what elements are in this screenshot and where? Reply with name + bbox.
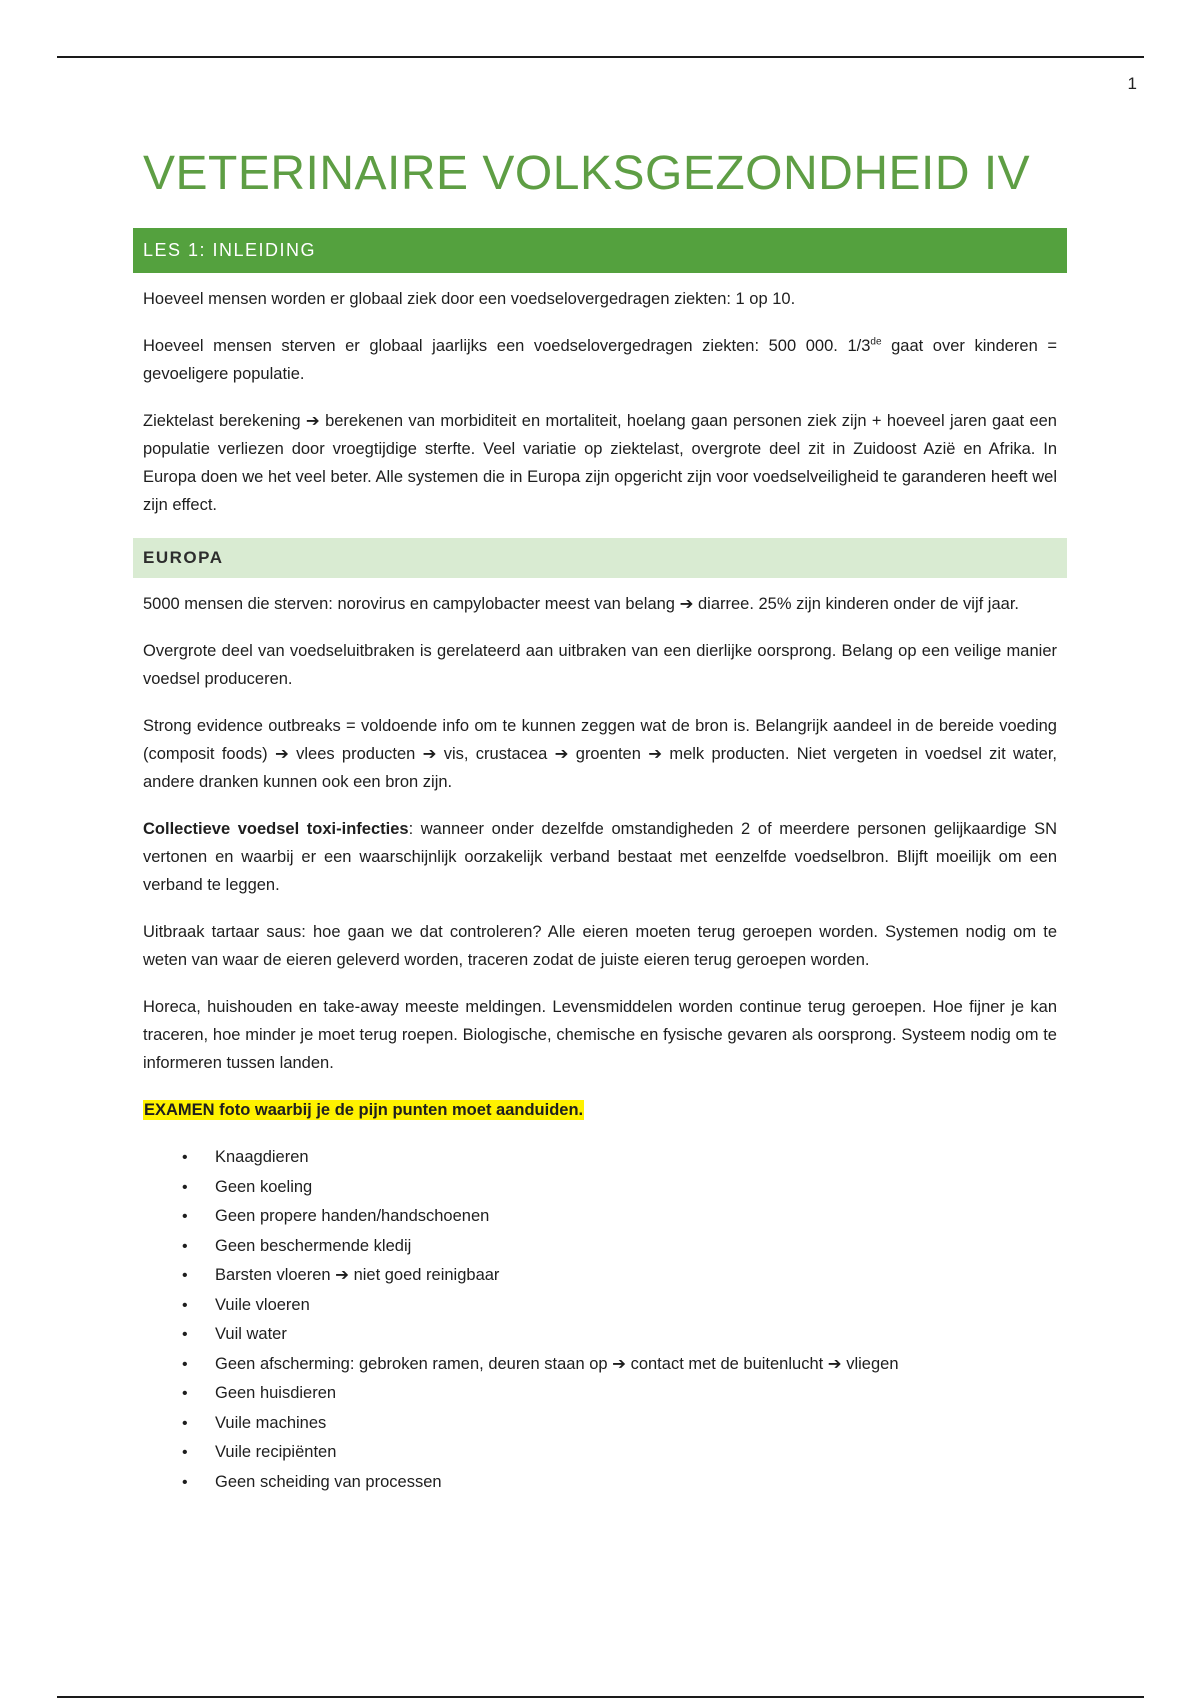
- text-segment: 5000 mensen die sterven: norovirus en campylobacter meest van belang: [143, 595, 680, 613]
- text-segment: Vuile machines: [215, 1413, 327, 1432]
- page-number: 1: [1127, 74, 1137, 93]
- paragraph-collective-infections: [143, 815, 1057, 899]
- text-segment: Vuil water: [215, 1325, 287, 1343]
- list-item: [182, 1350, 1057, 1380]
- section-heading-inleiding: LES 1: INLEIDING: [133, 228, 1067, 273]
- bullet-icon: •: [182, 1178, 188, 1196]
- text-segment: vliegen: [841, 1354, 899, 1373]
- bullet-icon: •: [182, 1473, 188, 1491]
- bullet-icon: •: [182, 1208, 188, 1225]
- text-segment: Vuile vloeren: [215, 1295, 310, 1314]
- bullet-icon: •: [182, 1326, 188, 1343]
- list-item: [182, 1409, 1057, 1439]
- text-segment: Strong evidence outbreaks = voldoende info om te kunnen zeggen wat de bron is. Belangrijk aandeel in de bereide voeding (composit foods): [143, 717, 1057, 763]
- paragraph-strong-evidence: [143, 712, 1057, 796]
- arrow-icon: ➔: [274, 745, 289, 763]
- footer-rule: [57, 1696, 1144, 1698]
- paragraph-tartar-sauce: Uitbraak tartaar saus: hoe gaan we dat controleren? Alle eieren moeten terug geroepen worden. Systemen nodig om te weten van waar de eieren geleverd worden, traceren zodat de juiste eieren terug geroepen worden.: [143, 923, 1057, 969]
- text-segment: berekenen van morbiditeit en mortaliteit, hoelang gaan personen ziek zijn + hoeveel jaren gaat een populatie verliezen door vroegtijdige sterfte. Veel variatie op ziektelast, overgrote deel zit in Zuidoost Azië en Afrika. In Europa doen we het veel beter. Alle systemen die in Europa zijn opgericht zijn voor voedselveiligheid te garanderen heeft wel zijn effect.: [143, 412, 1057, 514]
- paragraph-europe-deaths: [143, 590, 1057, 618]
- text-segment: contact met de buitenlucht: [626, 1354, 828, 1373]
- bullet-icon: •: [182, 1237, 188, 1255]
- bullet-icon: •: [182, 1414, 188, 1432]
- arrow-icon: ➔: [422, 745, 437, 763]
- arrow-icon: ➔: [612, 1354, 626, 1373]
- section-heading-europa: EUROPA: [133, 538, 1067, 578]
- exam-note: [143, 1096, 1057, 1124]
- list-item: [182, 1291, 1057, 1321]
- arrow-icon: ➔: [305, 412, 320, 430]
- document-title: VETERINAIRE VOLKSGEZONDHEID IV: [143, 147, 1031, 200]
- text-segment: niet goed reinigbaar: [348, 1266, 500, 1284]
- text-segment: diarree. 25% zijn kinderen onder de vijf jaar.: [693, 595, 1019, 613]
- text-segment: : wanneer onder dezelfde omstandigheden 2 of meerdere personen gelijkaardige SN vertonen en waarbij er een waarschijnlijk oorzakelijk verband bestaat met eenzelfde voedselbron. Blijft moeilijk om een verband te leggen.: [143, 820, 1058, 894]
- text-segment: Vuile recipiënten: [215, 1443, 337, 1461]
- arrow-icon: ➔: [335, 1266, 349, 1284]
- exam-highlight: EXAMEN foto waarbij je de pijn punten moet aanduiden.: [144, 1101, 584, 1119]
- text-segment: Geen koeling: [215, 1177, 313, 1196]
- arrow-icon: ➔: [827, 1354, 842, 1373]
- bullet-icon: •: [182, 1385, 188, 1402]
- bullet-icon: •: [182, 1149, 188, 1166]
- text-segment: Geen propere handen/handschoenen: [215, 1207, 490, 1225]
- definition-term: Collectieve voedsel toxi-infecties: [143, 820, 409, 838]
- list-item: [182, 1173, 1057, 1203]
- text-segment: gaat over kinderen = gevoeligere populatie.: [143, 337, 1058, 383]
- text-segment: Geen beschermende kledij: [215, 1236, 412, 1255]
- list-item: [182, 1143, 1057, 1173]
- pain-points-list: [143, 1143, 1057, 1497]
- superscript-de: de: [870, 336, 882, 348]
- paragraph-disease-burden: [143, 407, 1057, 519]
- paragraph-animal-origin: Overgrote deel van voedseluitbraken is gerelateerd aan uitbraken van een dierlijke oorsprong. Belang op een veilige manier voedsel produceren.: [143, 642, 1057, 688]
- paragraph-global-illness: Hoeveel mensen worden er globaal ziek door een voedselovergedragen ziekten: 1 op 10.: [143, 290, 796, 308]
- text-segment: vis, crustacea: [436, 745, 555, 763]
- arrow-icon: ➔: [554, 745, 569, 763]
- text-segment: melk producten. Niet vergeten in voedsel zit water, andere dranken kunnen ook een bron zijn.: [143, 745, 1058, 791]
- list-item: [182, 1261, 1057, 1291]
- bullet-icon: •: [182, 1355, 188, 1373]
- paragraph-global-deaths: [143, 332, 1057, 388]
- document-body: [143, 146, 1057, 1497]
- text-segment: Geen huisdieren: [215, 1384, 337, 1402]
- list-item: [182, 1320, 1057, 1350]
- text-segment: Barsten vloeren: [215, 1266, 336, 1284]
- list-item: [182, 1232, 1057, 1262]
- list-item: [182, 1468, 1057, 1498]
- list-item: [182, 1379, 1057, 1409]
- text-segment: Geen scheiding van processen: [215, 1472, 442, 1491]
- list-item: [182, 1202, 1057, 1232]
- header-rule: [57, 56, 1144, 58]
- bullet-icon: •: [182, 1267, 188, 1284]
- arrow-icon: ➔: [648, 745, 663, 763]
- text-segment: groenten: [568, 745, 649, 763]
- text-segment: Geen afscherming: gebroken ramen, deuren staan op: [215, 1354, 613, 1373]
- list-item: [182, 1438, 1057, 1468]
- text-segment: Knaagdieren: [215, 1148, 309, 1166]
- paragraph-horeca: Horeca, huishouden en take-away meeste meldingen. Levensmiddelen worden continue terug geroepen. Hoe fijner je kan traceren, hoe minder je moet terug roepen. Biologische, chemische en fysische gevaren als oorsprong. Systeem nodig om te informeren tussen landen.: [143, 998, 1057, 1072]
- bullet-icon: •: [182, 1296, 188, 1314]
- text-segment: vlees producten: [288, 745, 423, 763]
- text-segment: Ziektelast berekening: [143, 412, 306, 430]
- arrow-icon: ➔: [679, 595, 694, 613]
- bullet-icon: •: [182, 1444, 188, 1461]
- text-segment: Hoeveel mensen sterven er globaal jaarlijks een voedselovergedragen ziekten: 500 000. 1/3: [143, 337, 871, 355]
